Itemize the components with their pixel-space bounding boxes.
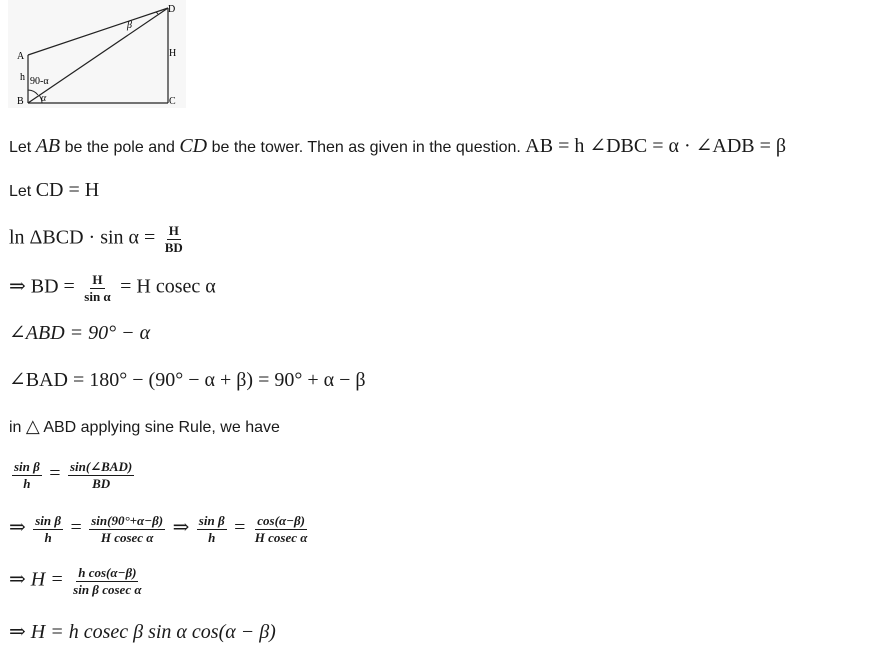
fraction — [89, 514, 165, 545]
label-h-pole: h — [20, 72, 25, 83]
label-d: D — [168, 4, 176, 15]
math: AB — [35, 135, 61, 157]
fraction — [71, 566, 143, 597]
implies-arrow: ⇒ — [172, 516, 190, 539]
math: ⇒ H = — [9, 568, 64, 591]
equals: = — [234, 516, 246, 539]
math: AB = h ∠DBC = α · ∠ADB = β — [525, 135, 787, 157]
numerator: sin β — [198, 513, 225, 528]
triangle-figure — [8, 0, 186, 108]
math: ⇒ H = h cosec β sin α cos(α − β) — [9, 621, 276, 643]
label-b: B — [17, 96, 24, 107]
solution-line-1 — [9, 133, 786, 158]
denominator: sin α — [84, 289, 111, 304]
solution-line-3 — [9, 224, 188, 255]
solution-line-11 — [9, 619, 276, 644]
numerator: sin β — [35, 513, 62, 528]
triangle-symbol: △ — [25, 416, 40, 437]
numerator: sin(90°+α−β) — [91, 513, 164, 528]
label-c: C — [169, 96, 176, 107]
fraction — [68, 460, 134, 491]
equals: = — [49, 462, 61, 485]
solution-line-7 — [9, 416, 280, 437]
denominator: h — [208, 530, 216, 545]
text: in — [9, 419, 26, 436]
denominator: BD — [92, 476, 111, 491]
triangle-diagram — [8, 0, 186, 108]
text: Let — [9, 183, 36, 200]
numerator: H — [92, 272, 103, 287]
solution-line-8 — [9, 460, 137, 491]
solution-line-5 — [9, 320, 150, 345]
text: be the tower. Then as given in the question. — [207, 139, 526, 156]
fraction — [33, 514, 63, 545]
solution-line-9 — [9, 514, 312, 545]
denominator: H cosec α — [100, 530, 154, 545]
label-90-alpha: 90-α — [30, 76, 49, 87]
text: ABD applying sine Rule, we have — [39, 419, 280, 436]
numerator: sin(∠BAD) — [70, 459, 133, 474]
fraction — [12, 460, 42, 491]
text: Let — [9, 139, 36, 156]
denominator: h — [44, 530, 52, 545]
arc-90-alpha — [28, 90, 38, 95]
denominator: BD — [164, 240, 183, 255]
denominator: H cosec α — [254, 530, 308, 545]
math: CD — [179, 135, 208, 157]
arc-beta — [156, 12, 158, 14]
solution-line-10 — [9, 566, 147, 597]
line-bd — [28, 8, 168, 103]
fraction — [197, 514, 227, 545]
numerator: h cos(α−β) — [78, 565, 137, 580]
equals: = — [70, 516, 82, 539]
denominator: h — [23, 476, 31, 491]
math: ln ΔBCD · sin α = — [9, 226, 156, 249]
label-a: A — [17, 51, 25, 62]
fraction — [253, 514, 310, 545]
denominator: sin β cosec α — [73, 582, 142, 597]
math: ⇒ BD = — [9, 275, 75, 298]
solution-line-2 — [9, 179, 99, 202]
text: be the pole and — [60, 139, 180, 156]
numerator: H — [168, 223, 179, 238]
math: CD = H — [35, 179, 100, 201]
numerator: cos(α−β) — [257, 513, 305, 528]
solution-line-4 — [9, 273, 216, 304]
math: ∠BAD = 180° − (90° − α + β) = 90° + α − β — [9, 369, 366, 391]
fraction — [163, 224, 185, 255]
label-h-tower: H — [169, 48, 177, 59]
numerator: sin β — [14, 459, 40, 474]
line-ad — [28, 8, 168, 55]
fraction — [82, 273, 112, 304]
label-beta: β — [127, 20, 132, 31]
label-alpha: α — [41, 93, 47, 104]
math: = H cosec α — [120, 275, 216, 298]
math: ∠ABD = 90° − α — [9, 322, 151, 344]
implies-arrow: ⇒ — [9, 516, 26, 539]
solution-line-6 — [9, 367, 366, 392]
